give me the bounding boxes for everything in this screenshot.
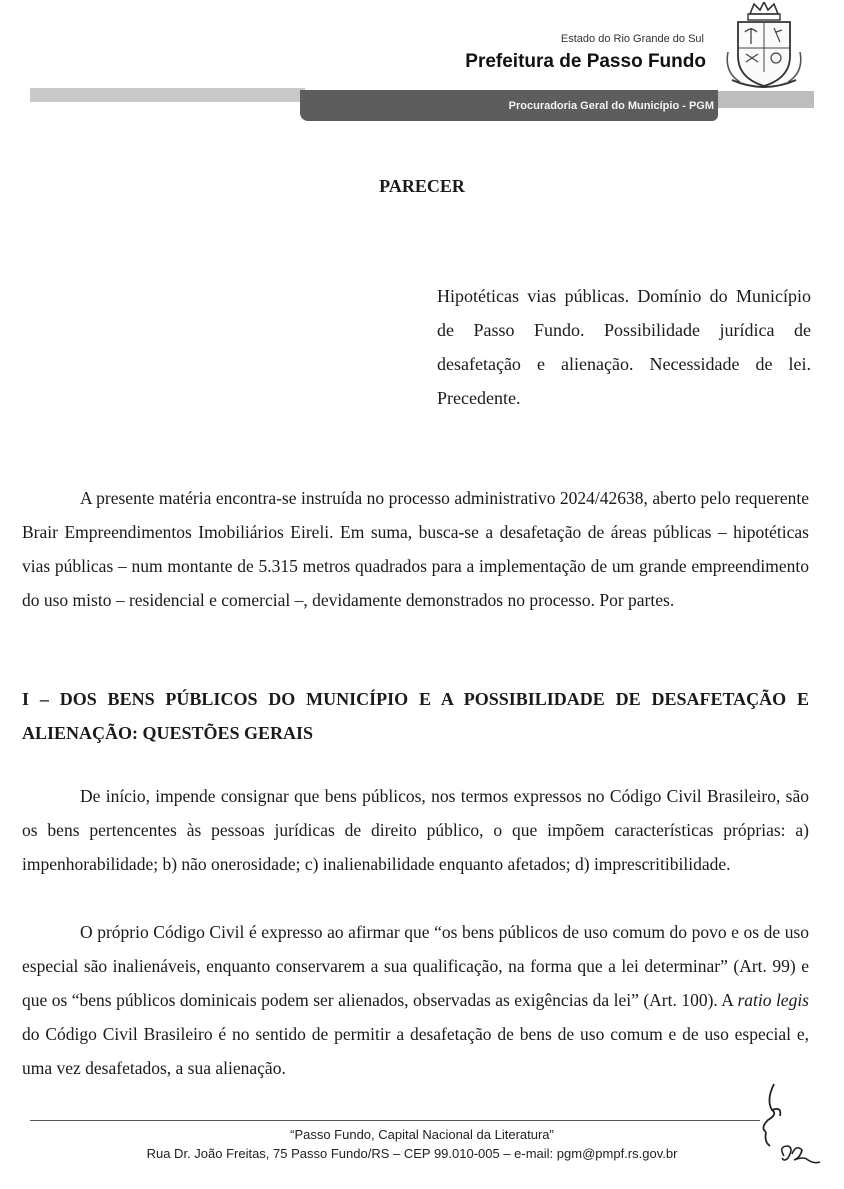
header-state-name: Estado do Rio Grande do Sul xyxy=(560,33,704,45)
header-band-left xyxy=(30,88,305,102)
header-band-right xyxy=(716,91,814,108)
paragraph-civil-code-italic: ratio legis xyxy=(737,990,809,1010)
coat-of-arms-icon xyxy=(718,2,810,90)
paragraph-public-goods: De início, impende consignar que bens públicos, nos termos expressos no Código Civil Brasileiro, são os bens pertencentes às pessoas jurídicas de direito público, o que impõem características próprias: a) impenhorabilidade; b) não onerosidade; c) inalienabilidade enquanto afetados; d) imprescritibilidade. xyxy=(22,786,809,874)
header-organization-name: Prefeitura de Passo Fundo xyxy=(465,51,706,72)
footer-rule xyxy=(30,1120,760,1121)
paragraph-introduction: A presente matéria encontra-se instruída no processo administrativo 2024/42638, aberto pelo requerente Brair Empreendimentos Imobiliários Eireli. Em suma, busca-se a desafetação de áreas públicas – hipotéticas vias públicas – num montante de 5.315 metros quadrados para a implementação de um grande empreendimento do uso misto – residencial e comercial –, devidamente demonstrados no processo. Por partes. xyxy=(22,488,809,610)
paragraph-civil-code xyxy=(22,915,809,1085)
initials-mark xyxy=(774,1138,824,1168)
section-heading: I – DOS BENS PÚBLICOS DO MUNICÍPIO E A POSSIBILIDADE DE DESAFETAÇÃO E ALIENAÇÃO: QUESTÕES GERAIS xyxy=(22,689,809,743)
header-department: Procuradoria Geral do Município - PGM xyxy=(508,100,714,112)
document-title: PARECER xyxy=(379,176,465,196)
paragraph-civil-code-part1: O próprio Código Civil é expresso ao afirmar que “os bens públicos de uso comum do povo e os de uso especial são inalienáveis, enquanto conservarem a sua qualificação, na forma que a lei determinar” (Art. 99) e que os “bens públicos dominicais podem ser alienados, observadas as exigências da lei” (Art. 100). A xyxy=(22,922,809,1010)
document-summary: Hipotéticas vias públicas. Domínio do Município de Passo Fundo. Possibilidade jurídica de desafetação e alienação. Necessidade de lei. Precedente. xyxy=(437,286,811,408)
footer-slogan: “Passo Fundo, Capital Nacional da Literatura” xyxy=(290,1127,554,1142)
paragraph-civil-code-part2: do Código Civil Brasileiro é no sentido de permitir a desafetação de bens de uso comum e de uso especial e, uma vez desafetados, a sua alienação. xyxy=(22,1024,809,1078)
footer-address: Rua Dr. João Freitas, 75 Passo Fundo/RS – CEP 99.010-005 – e-mail: pgm@pmpf.rs.gov.br xyxy=(146,1146,678,1161)
